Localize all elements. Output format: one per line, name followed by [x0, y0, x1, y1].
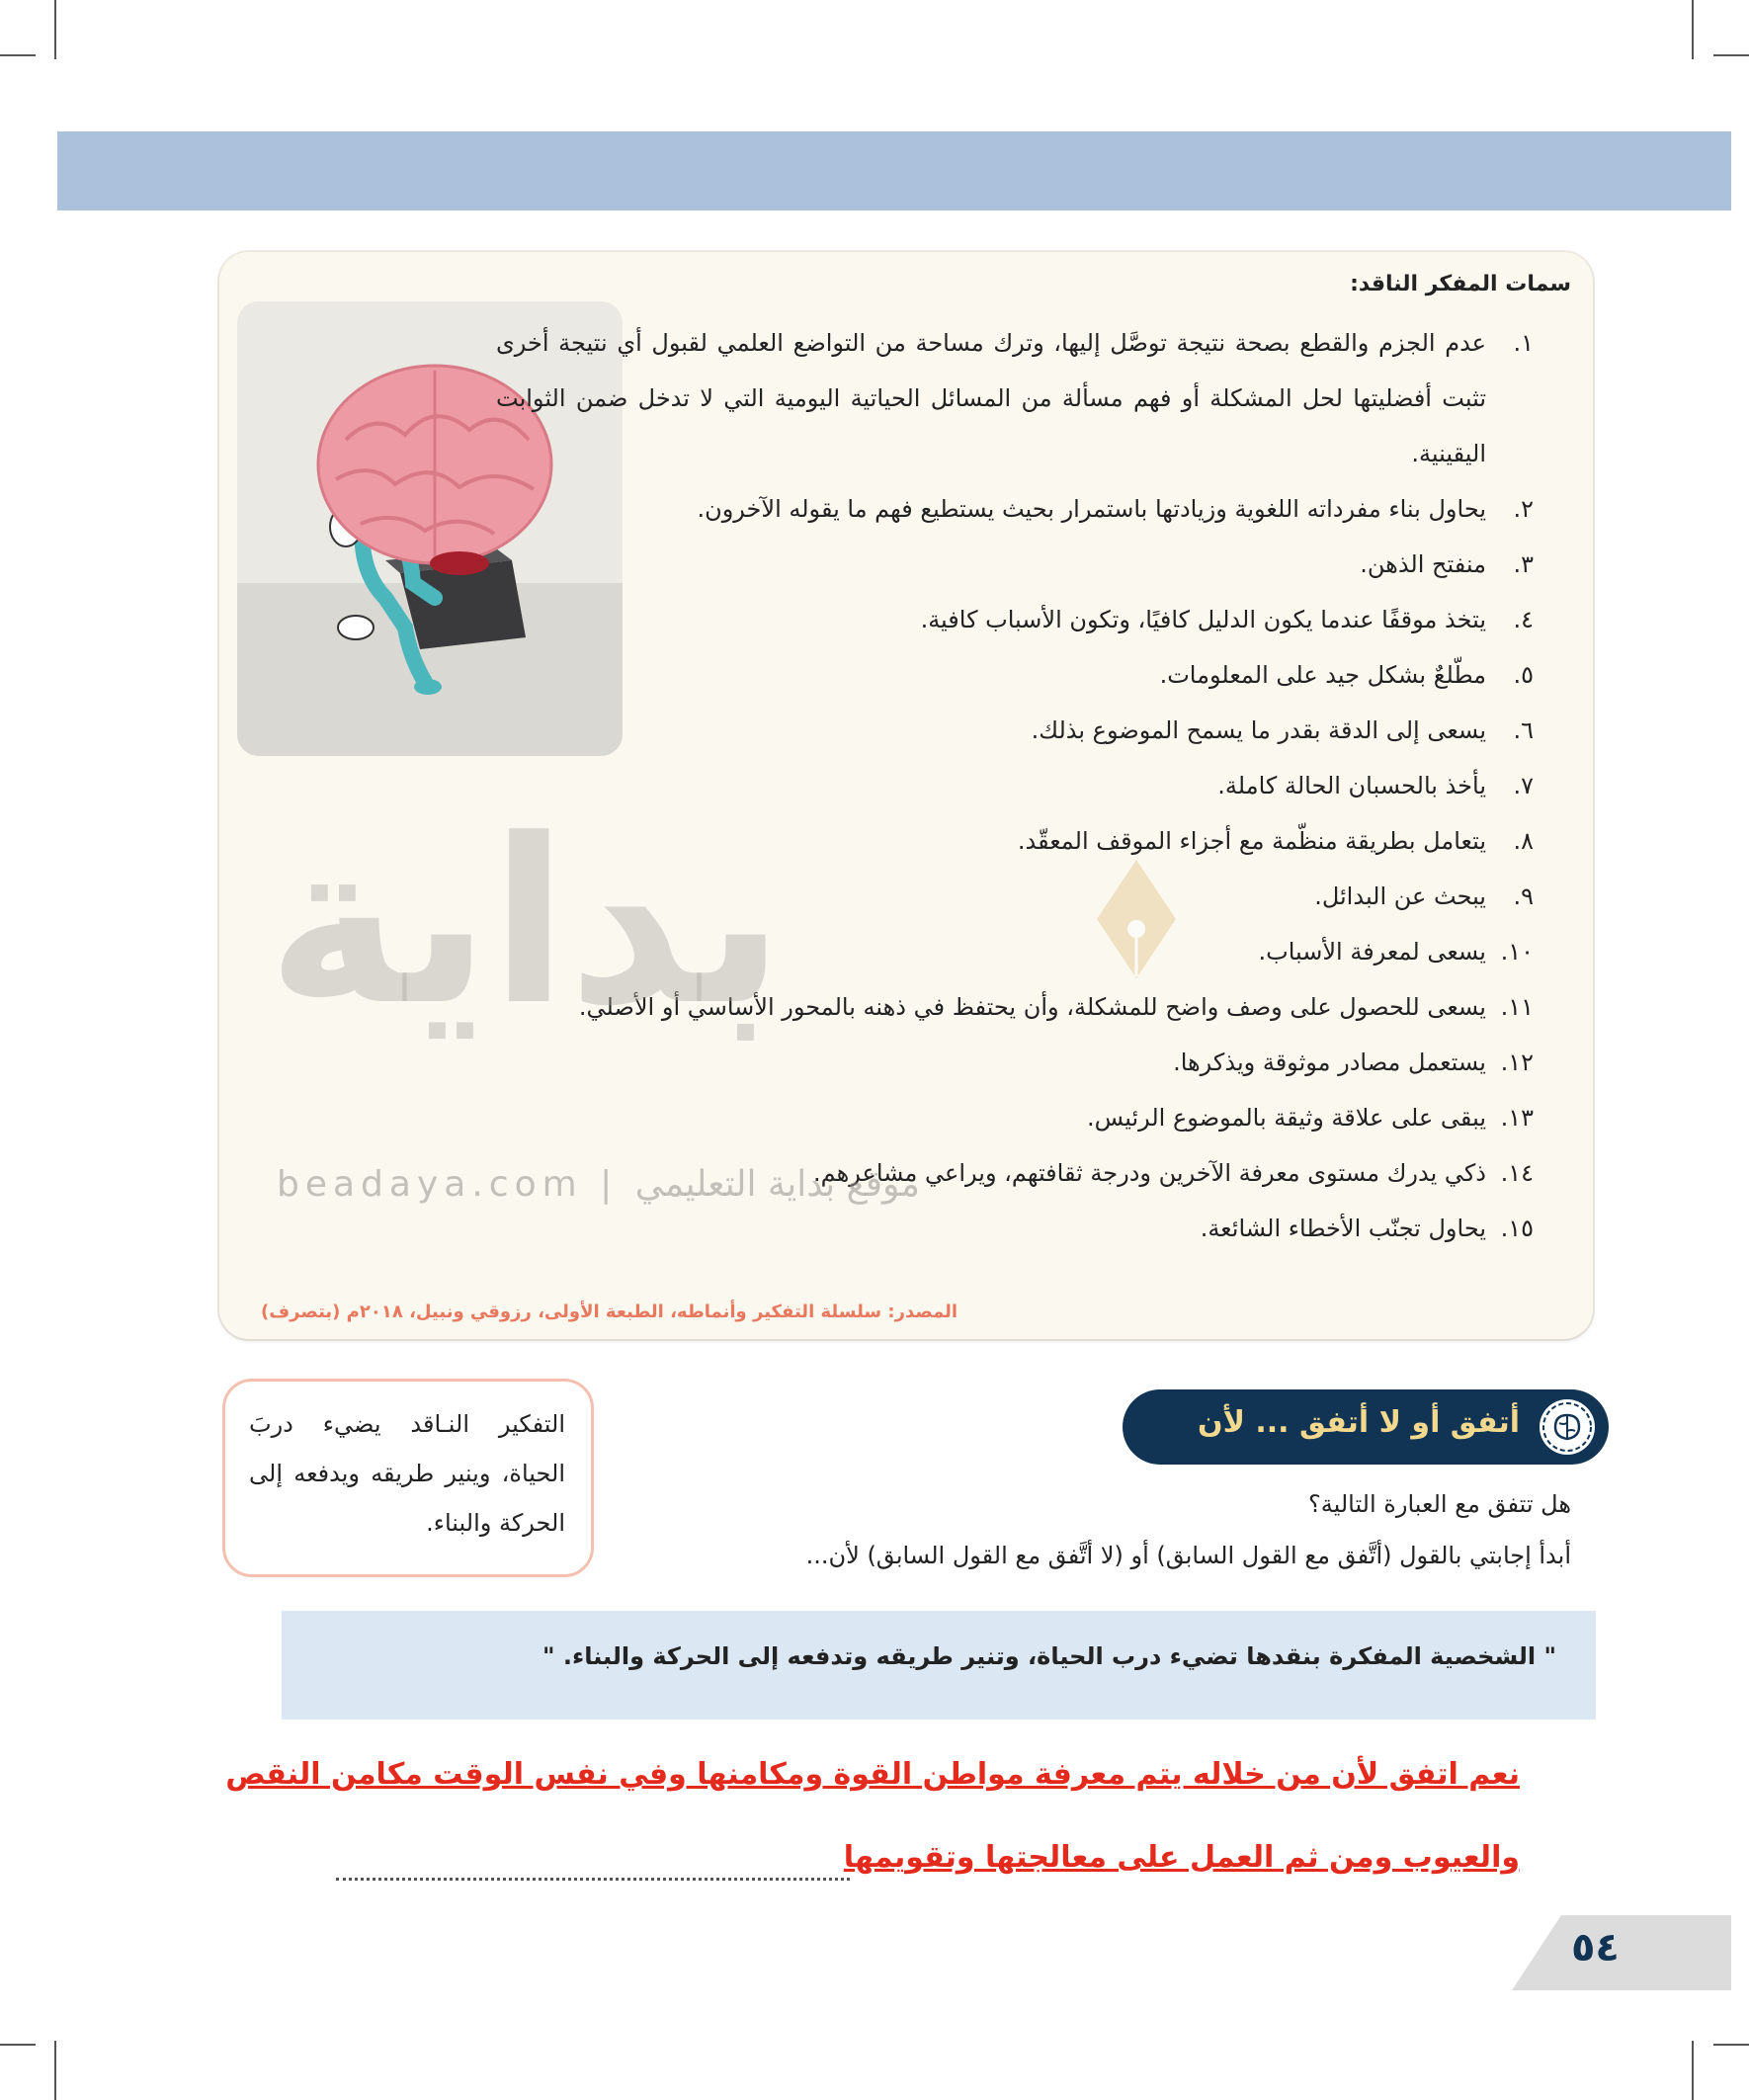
item-number: ١٥.	[1500, 1215, 1534, 1242]
item-number: ٨.	[1513, 827, 1534, 855]
instruction-text: أبدأ إجابتي بالقول (أتَّفق مع القول السابق) أو (لا أتَّفق مع القول السابق) لأن...	[805, 1542, 1571, 1569]
item-number: ١.	[1513, 329, 1534, 357]
item-text: يسعى إلى الدقة بقدر ما يسمح الموضوع بذلك.	[1031, 716, 1486, 744]
list-item	[496, 703, 1534, 758]
item-text: ذكي يدرك مستوى معرفة الآخرين ودرجة ثقافتهم، ويراعي مشاعرهم.	[813, 1159, 1486, 1187]
quote-text: " الشخصية المفكرة بنقدها تضيء درب الحياة، وتنير طريقه وتدفعه إلى الحركة والبناء. "	[541, 1642, 1556, 1670]
item-text: يبقى على علاقة وثيقة بالموضوع الرئيس.	[1086, 1104, 1486, 1132]
crop-mark	[0, 54, 36, 56]
source-citation: المصدر: سلسلة التفكير وأنماطه، الطبعة الأولى، رزوقي ونبيل، ٢٠١٨م (بتصرف)	[261, 1302, 958, 1322]
watermark-logo-text: بداية	[267, 792, 785, 1055]
item-number: ١٠.	[1500, 938, 1534, 966]
item-text: يبحث عن البدائل.	[1314, 882, 1486, 910]
pen-nib-icon	[1092, 860, 1181, 978]
item-number: ١٢.	[1500, 1049, 1534, 1076]
crop-mark	[1692, 0, 1694, 59]
item-text: يسعى لمعرفة الأسباب.	[1258, 938, 1486, 966]
item-text: يحاول بناء مفرداته اللغوية وزيادتها باستمرار بحيث يستطيع فهم ما يقوله الآخرون.	[697, 495, 1486, 523]
item-text: يحاول تجنّب الأخطاء الشائعة.	[1200, 1215, 1486, 1242]
crop-mark	[1692, 2041, 1694, 2100]
crop-mark	[0, 2044, 36, 2046]
item-text: يسعى للحصول على وصف واضح للمشكلة، وأن يحتفظ في ذهنه بالمحور الأساسي أو الأصلي.	[578, 993, 1486, 1021]
watermark-site: beadaya.com | موقع بداية التعليمي	[277, 1164, 920, 1205]
list-item	[496, 647, 1534, 703]
item-number: ١٣.	[1500, 1104, 1534, 1132]
page-number-tab	[1512, 1915, 1731, 1990]
header-band	[57, 131, 1731, 210]
answer-line-2: والعيوب ومن ثم العمل على معالجتها وتقويمها	[843, 1840, 1520, 1875]
item-number: ٧.	[1513, 772, 1534, 799]
item-text: يتخذ موقفًا عندما يكون الدليل كافيًا، وتكون الأسباب كافية.	[920, 606, 1486, 633]
callout-box	[222, 1379, 594, 1577]
quote-box	[282, 1611, 1596, 1720]
list-item	[496, 537, 1534, 592]
item-text: يستعمل مصادر موثوقة ويذكرها.	[1173, 1049, 1486, 1076]
question-text: هل تتفق مع العبارة التالية؟	[1307, 1490, 1571, 1518]
item-text: عدم الجزم والقطع بصحة نتيجة توصَّل إليها، وترك مساحة من التواضع العلمي لقبول أي نتيجة أخرى تثبت أفضليتها لحل المشكلة أو فهم مسألة من المسائل الحياتية اليومية التي لا تدخل ضمن الثوابت اليقينية.	[496, 329, 1486, 467]
list-item	[496, 592, 1534, 647]
item-number: ١١.	[1500, 993, 1534, 1021]
item-number: ٤.	[1513, 606, 1534, 633]
item-number: ٣.	[1513, 550, 1534, 578]
crop-mark	[1713, 54, 1749, 56]
crop-mark	[1713, 2044, 1749, 2046]
item-text: يأخذ بالحسبان الحالة كاملة.	[1217, 772, 1486, 799]
item-text: مطّلعٌ بشكل جيد على المعلومات.	[1159, 661, 1486, 689]
page-number: ٥٤	[1571, 1925, 1620, 1971]
brain-gear-icon	[1538, 1397, 1597, 1457]
item-number: ٢.	[1513, 495, 1534, 523]
list-item	[496, 1090, 1534, 1145]
item-text: منفتح الذهن.	[1360, 550, 1486, 578]
answer-blank-line	[336, 1878, 850, 1881]
callout-text: التفكير النـاقد يضيء دربَ الحياة، وينير طريقه ويدفعه إلى الحركة والبناء.	[249, 1410, 565, 1537]
item-text: يتعامل بطريقة منظّمة مع أجزاء الموقف المعقّد.	[1017, 827, 1486, 855]
traits-list	[496, 315, 1534, 1256]
answer-line-1: نعم اتفق لأن من خلاله يتم معرفة مواطن القوة ومكامنها وفي نفس الوقت مكامن النقص	[225, 1757, 1520, 1792]
list-item	[496, 481, 1534, 537]
item-number: ٦.	[1513, 716, 1534, 744]
crop-mark	[54, 2041, 56, 2100]
panel-title: سمات المفكر الناقد:	[1350, 272, 1571, 296]
list-item	[496, 1201, 1534, 1256]
activity-header	[1123, 1389, 1609, 1465]
activity-title: أتفق أو لا أتفق ... لأن	[1198, 1405, 1520, 1440]
item-number: ١٤.	[1500, 1159, 1534, 1187]
crop-mark	[54, 0, 56, 59]
item-number: ٥.	[1513, 661, 1534, 689]
item-number: ٩.	[1513, 882, 1534, 910]
list-item	[496, 315, 1534, 481]
